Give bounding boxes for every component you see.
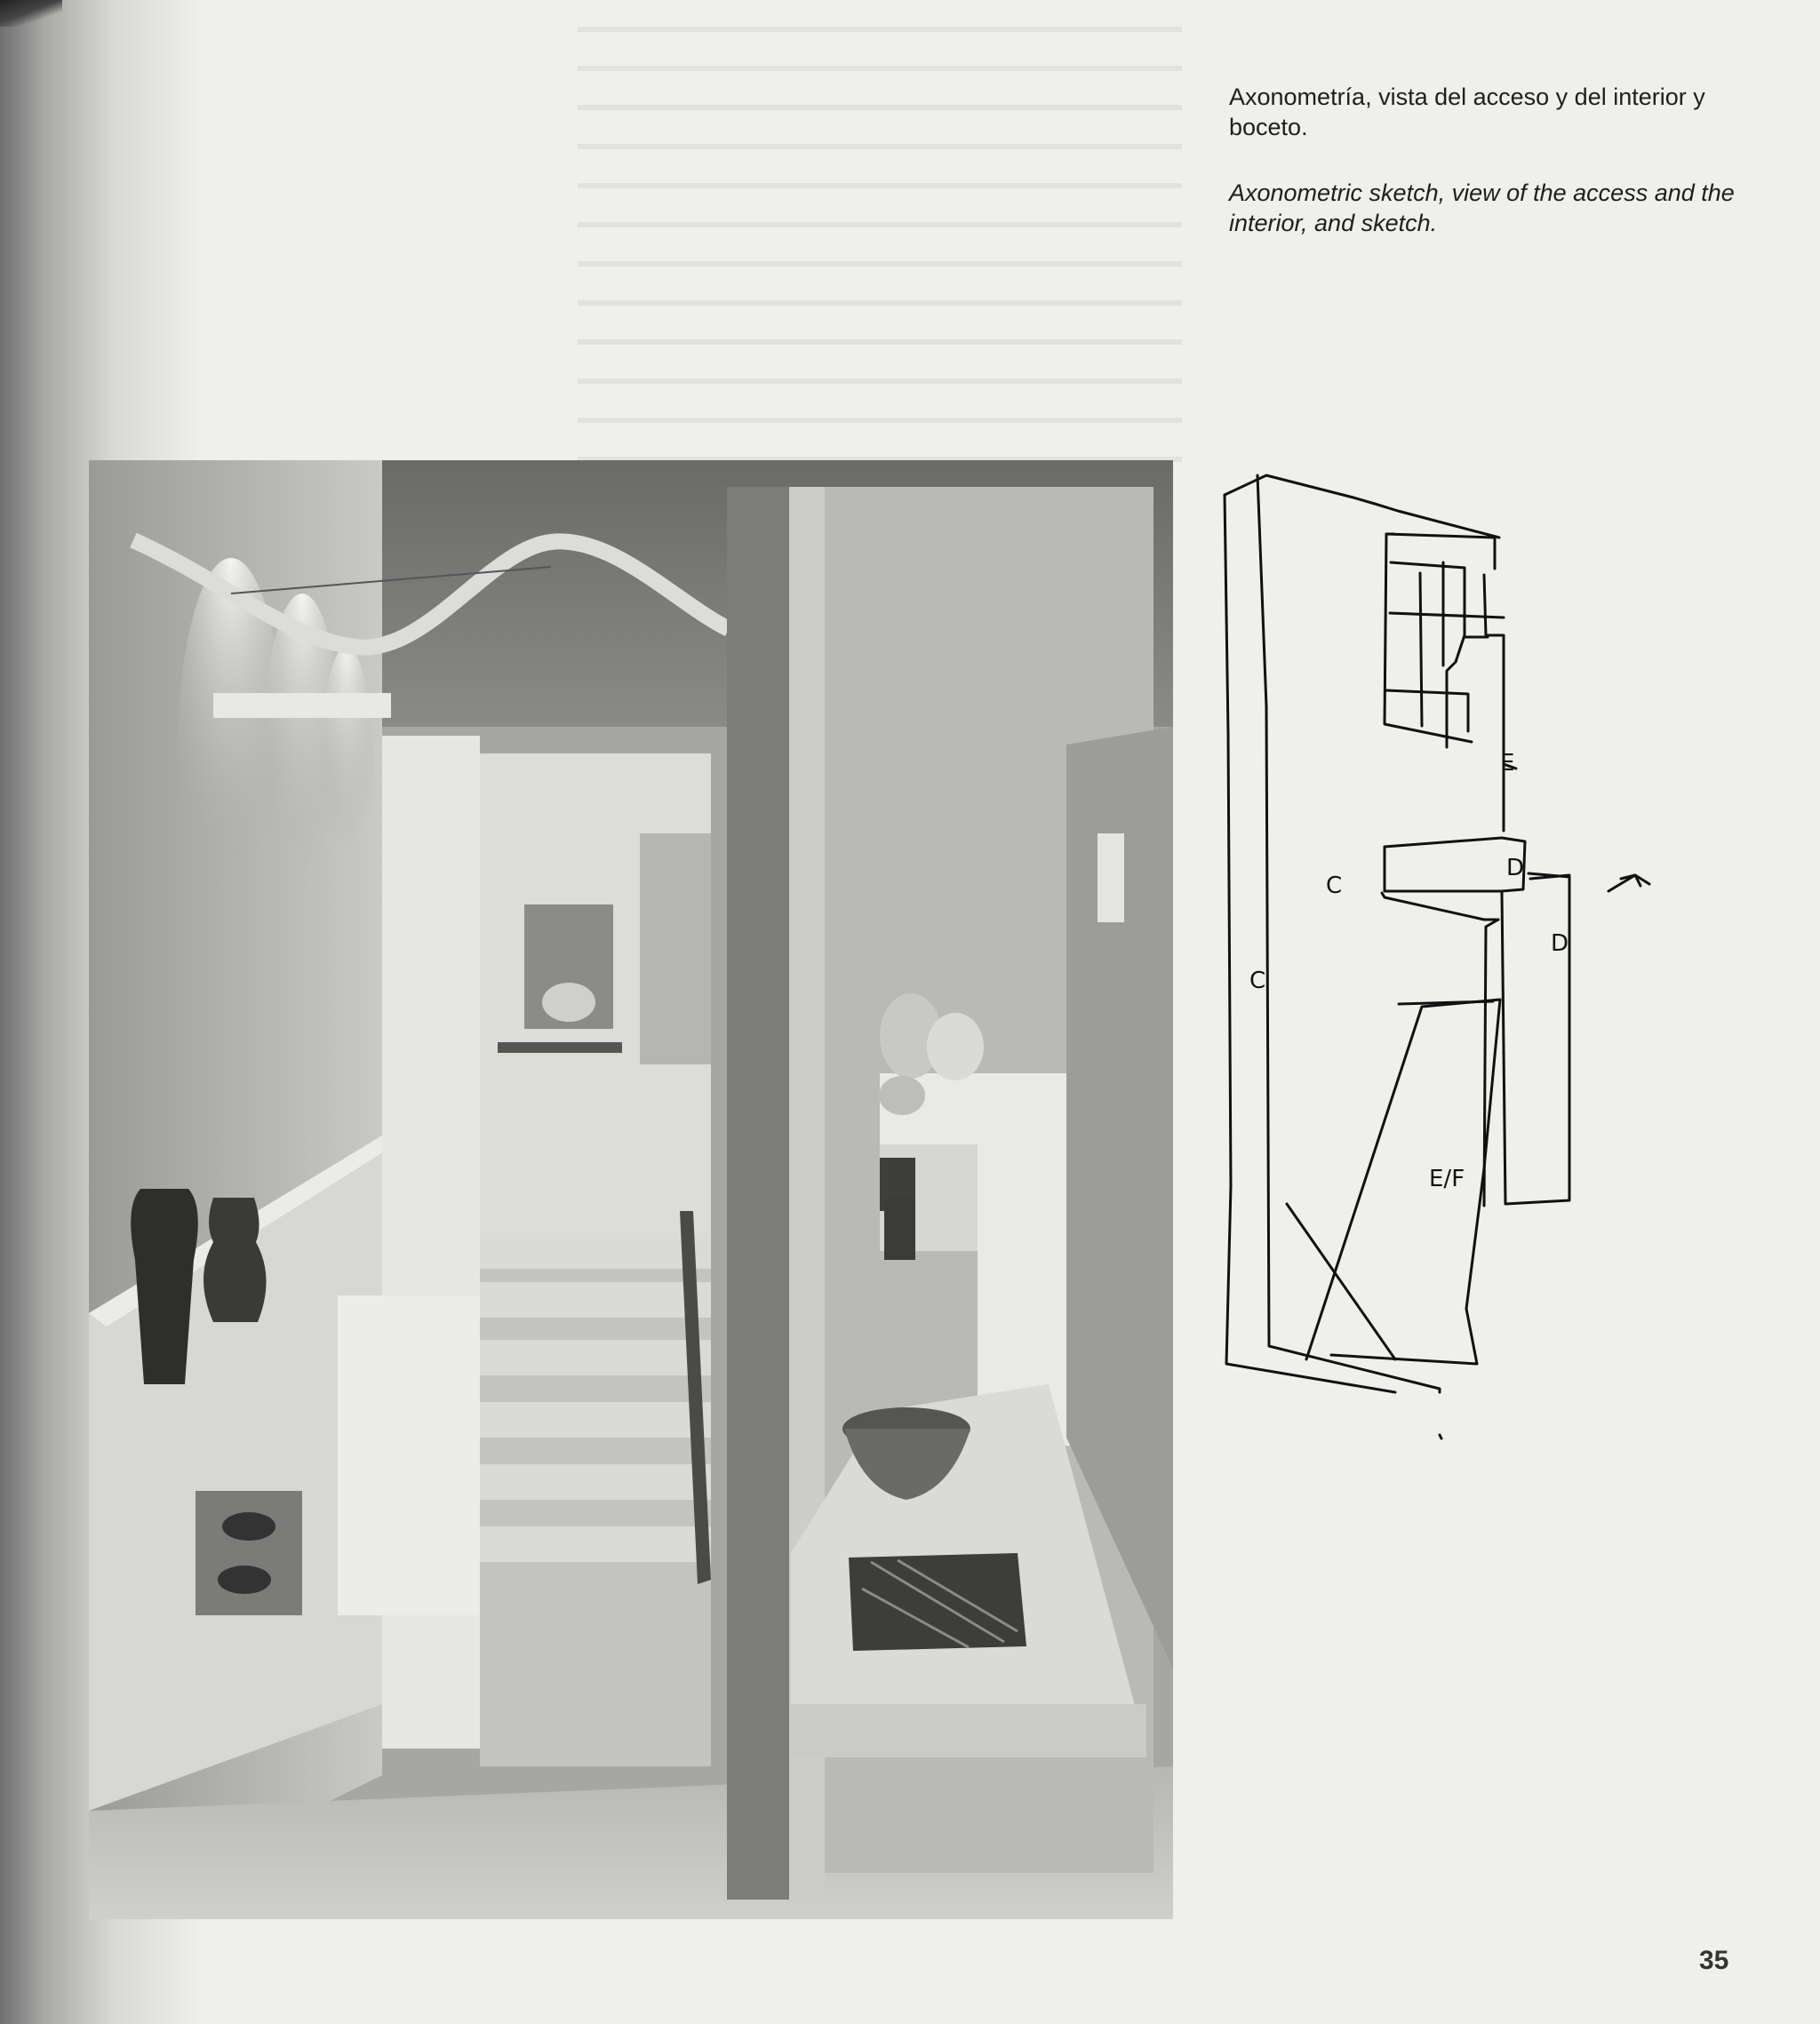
corner-mark	[0, 0, 62, 27]
figure-caption	[1229, 82, 1762, 238]
gallery-interior-photo	[89, 460, 1173, 1919]
sketch-label-d-right: D	[1551, 930, 1569, 957]
sketch-label-ef: E/F	[1429, 1166, 1465, 1192]
page-number: 35	[1699, 1946, 1729, 1975]
sketch-label-e: E	[1500, 750, 1515, 777]
axonometric-sketch	[1217, 458, 1662, 1506]
caption-english: Axonometric sketch, view of the access and the interior, and sketch.	[1229, 179, 1735, 236]
bleed-through-text	[578, 27, 1182, 471]
caption-spanish: Axonometría, vista del acceso y del interior y boceto.	[1229, 84, 1705, 140]
sketch-label-c-outer: C	[1249, 968, 1266, 994]
sketch-label-c-inner: C	[1326, 873, 1343, 899]
sketch-label-d-band: D	[1506, 855, 1525, 881]
